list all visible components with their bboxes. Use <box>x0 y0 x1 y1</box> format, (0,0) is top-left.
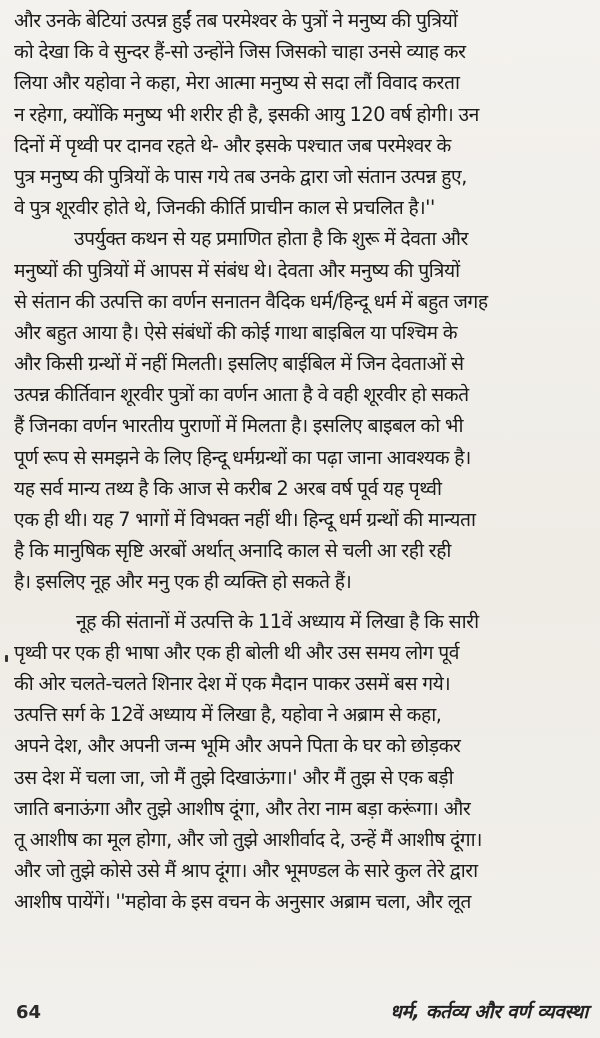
text-line: दिनों में पृथ्वी पर दानव रहते थे- और इसके पश्चात जब परमेश्वर के <box>14 133 451 157</box>
print-speck <box>5 655 8 662</box>
text-line: न रहेगा, क्योंकि मनुष्य भी शरीर ही है, इसकी आयु 120 वर्ष होगी। उन <box>14 102 479 126</box>
text-line: पृथ्वी पर एक ही भाषा और एक ही बोली थी और उस समय लोग पूर्व <box>14 640 460 664</box>
page-footer <box>14 998 588 1028</box>
text-line: एक ही थी। यह 7 भागों में विभक्त नहीं थी। हिन्दू धर्म ग्रन्थों की मान्यता <box>14 508 476 531</box>
text-line: जाति बनाऊंगा और तुझे आशीष दूंगा, और तेरा नाम बड़ा करूंगा। और <box>14 796 471 820</box>
running-title: धर्म, कर्तव्य और वर्ण व्यवस्था <box>390 1001 588 1023</box>
text-line: से संतान की उत्पत्ति का वर्णन सनातन वैदिक धर्म/हिन्दू धर्म में बहुत जगह <box>14 289 488 313</box>
text-line: और जो तुझे कोसे उसे मैं श्राप दूंगा। और भूमण्डल के सारे कुल तेरे द्वारा <box>14 859 478 883</box>
body-text <box>14 5 588 917</box>
page-number: 64 <box>16 1002 42 1023</box>
text-line: पूर्ण रूप से समझने के लिए हिन्दू धर्मग्रन्थों का पढ़ा जाना आवश्यक है। <box>14 445 471 469</box>
text-line: उत्पन्न कीर्तिवान शूरवीर पुत्रों का वर्णन आता है वे वही शूरवीर हो सकते <box>14 383 469 407</box>
text-line: को देखा कि वे सुन्दर हैं-सो उन्होंने जिस जिसको चाहा उनसे व्याह कर <box>14 40 466 64</box>
text-line: लिया और यहोवा ने कहा, मेरा आत्मा मनुष्य से सदा लौं विवाद करता <box>14 71 460 95</box>
text-line: आशीष पायेंगें। ''महोवा के इस वचन के अनुसार अब्राम चला, और लूत <box>14 890 471 914</box>
text-line: यह सर्व मान्य तथ्य है कि आज से करीब 2 अरब वर्ष पूर्व यह पृथ्वी <box>14 476 442 500</box>
text-line: तू आशीष का मूल होगा, और जो तुझे आशीर्वाद दे, उन्हें मैं आशीष दूंगा। <box>14 827 482 851</box>
text-line: है कि मानुषिक सृष्टि अरबों अर्थात् अनादि काल से चली आ रही रही <box>14 539 451 563</box>
text-line: हैं जिनका वर्णन भारतीय पुराणों में मिलता है। इसलिए बाइबल को भी <box>14 414 464 438</box>
text-line: और बहुत आया है। ऐसे संबंधों की कोई गाथा बाइबिल या पश्चिम के <box>14 320 458 344</box>
text-line: उत्पत्ति सर्ग के 12वें अध्याय में लिखा है, यहोवा ने अब्राम से कहा, <box>14 703 442 727</box>
text-line: है। इसलिए नूह और मनु एक ही व्यक्ति हो सकते हैं। <box>14 570 352 594</box>
text-line: और उनके बेटियां उत्पन्न हुईं तब परमेश्वर के पुत्रों ने मनुष्य की पुत्रियों <box>14 9 458 32</box>
paragraph-start-line: नूह की संतानों में उत्पत्ति के 11वें अध्याय में लिखा है कि सारी <box>76 609 479 633</box>
text-line: की ओर चलते-चलते शिनार देश में एक मैदान पाकर उसमें बस गये। <box>14 671 451 695</box>
text-line: और किसी ग्रन्थों में नहीं मिलती। इसलिए बाईबिल में जिन देवताओं से <box>14 352 464 376</box>
paragraph-gap <box>14 598 588 606</box>
text-line: पुत्र मनुष्य की पुत्रियों के पास गये तब उनके द्वारा जो संतान उत्पन्न हुए, <box>14 164 467 188</box>
paragraph-start-line: उपर्युक्त कथन से यह प्रमाणित होता है कि शुरू में देवता और <box>74 227 468 251</box>
text-line: अपने देश, और अपनी जन्म भूमि और अपने पिता के घर को छोड़कर <box>14 734 461 758</box>
text-line: उस देश में चला जा, जो मैं तुझे दिखाऊंगा।' और मैं तुझ से एक बड़ी <box>14 765 454 789</box>
text-line: मनुष्यों की पुत्रियों में आपस में संबंध थे। देवता और मनुष्य की पुत्रियों <box>14 258 460 282</box>
text-line: वे पुत्र शूरवीर होते थे, जिनकी कीर्ति प्राचीन काल से प्रचलित है।'' <box>14 196 435 220</box>
